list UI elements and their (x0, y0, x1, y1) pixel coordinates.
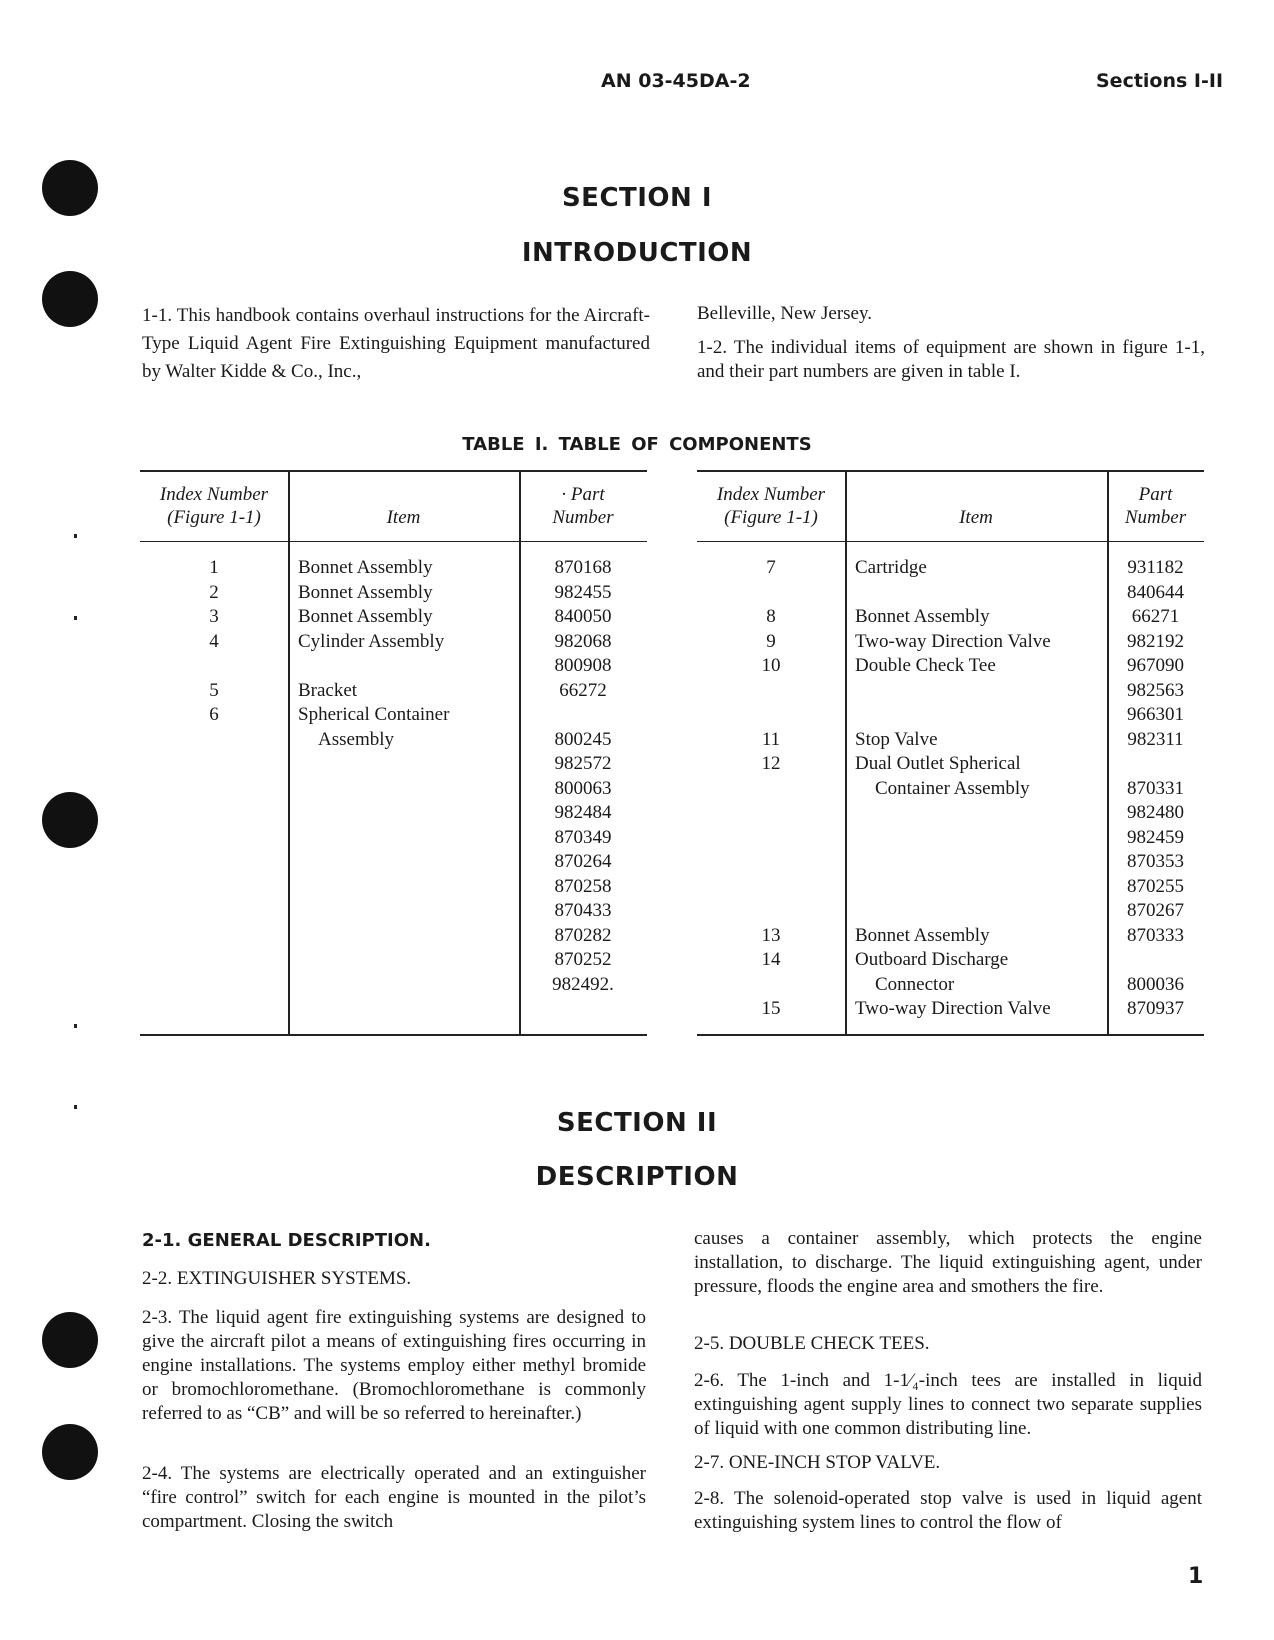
part-number: 870264 (554, 851, 612, 872)
part-number: 982455 (554, 581, 612, 603)
components-table-right (697, 470, 1204, 1036)
part-number: 982068 (554, 630, 612, 652)
section-2-title: DESCRIPTION (535, 1162, 739, 1192)
header-index-number: Index Number (Figure 1-1) (159, 484, 269, 528)
item-name: Stop Valve (855, 728, 938, 750)
item-name: Bonnet Assembly (855, 606, 990, 627)
item-name: Bracket (298, 679, 358, 701)
part-number: 870258 (554, 875, 612, 897)
item-name: Two-way Direction Valve (855, 998, 1051, 1019)
part-number: 982572 (554, 753, 612, 774)
header-index-number: Index Number (Figure 1-1) (716, 484, 826, 528)
sections-label: Sections I-II (1096, 70, 1224, 92)
item-name-continued: Container Assembly (875, 777, 1030, 799)
part-number: 870255 (1127, 875, 1184, 897)
section-1-number: SECTION I (561, 183, 713, 213)
heading-stop-valve: 2-7. ONE-INCH STOP VALVE. (694, 1452, 941, 1473)
binder-hole-bottom (42, 1424, 98, 1480)
part-number: 840050 (554, 606, 612, 627)
binder-hole-upper (42, 271, 98, 327)
item-name: Dual Outlet Spherical (855, 753, 1021, 774)
section-1-title: INTRODUCTION (521, 238, 753, 268)
part-number: 870353 (1127, 851, 1184, 872)
part-number: 982192 (1127, 630, 1184, 652)
paragraph-1-1: 1-1. This handbook contains overhaul instructions for the Aircraft-Type Liquid Agent Fire Extinguishing Equipment manufactured by Walter Kidde & Co., Inc., (142, 305, 650, 382)
margin-mark (74, 616, 77, 620)
heading-general-description: 2-1. GENERAL DESCRIPTION. (142, 1230, 431, 1251)
item-name: Bonnet Assembly (855, 924, 990, 946)
heading-extinguisher-systems: 2-2. EXTINGUISHER SYSTEMS. (142, 1268, 412, 1289)
heading-double-check-tees: 2-5. DOUBLE CHECK TEES. (694, 1333, 930, 1354)
column-divider (845, 472, 847, 1034)
part-number: 800036 (1127, 973, 1184, 995)
item-name: Bonnet Assembly (298, 581, 433, 603)
index-number: 1 (209, 557, 219, 578)
margin-mark (74, 1024, 77, 1028)
table-title: TABLE I. TABLE OF COMPONENTS (462, 434, 812, 455)
part-number: 870331 (1127, 777, 1184, 799)
index-number: 14 (761, 949, 781, 970)
index-number: 6 (209, 704, 219, 725)
index-number: 2 (209, 581, 219, 603)
part-number: 982563 (1127, 679, 1184, 701)
part-number: 870267 (1127, 900, 1184, 921)
components-table-left (140, 470, 647, 1036)
page-number: 1 (1188, 1564, 1204, 1589)
index-number: 13 (761, 924, 781, 946)
paragraph-2-3: 2-3. The liquid agent fire extinguishing systems are designed to give the aircraft pilot a means of extinguishing fires occurring in engine installations. The systems employ either methyl bromide or bromochloromethane. (Bromochloromethane is commonly referred to as “CB” and will be so referred to hereinafter.) (142, 1307, 646, 1424)
part-number: 800063 (554, 777, 612, 799)
index-number: 15 (761, 998, 781, 1019)
index-number: 7 (766, 557, 776, 578)
index-number: 8 (766, 606, 776, 627)
part-number: 870433 (554, 900, 612, 921)
part-number: 982480 (1127, 802, 1184, 823)
part-number: 982484 (554, 802, 612, 823)
paragraph-1-2: 1-2. The individual items of equipment are shown in figure 1-1, and their part numbers are given in table I. (697, 337, 1205, 382)
part-number: 982492. (552, 973, 614, 995)
index-number: 9 (766, 630, 776, 652)
part-number: 800245 (554, 728, 612, 750)
part-number: 967090 (1127, 655, 1184, 676)
paragraph-2-6: 2-6. The 1-inch and 1-1⁄₄-inch tees are installed in liquid extinguishing agent supply lines to connect two separate supplies of liquid with one common distributing line. (694, 1370, 1202, 1439)
part-number: 870349 (554, 826, 612, 848)
index-number: 4 (209, 630, 219, 652)
paragraph-1-1-continued: Belleville, New Jersey. (697, 303, 872, 324)
index-number: 3 (209, 606, 219, 627)
index-number: 11 (761, 728, 781, 750)
item-name: Outboard Discharge (855, 949, 1009, 970)
column-divider (288, 472, 290, 1034)
part-number: 870282 (554, 924, 612, 946)
item-name: Bonnet Assembly (298, 606, 433, 627)
item-name: Spherical Container (298, 704, 450, 725)
margin-mark (74, 534, 77, 538)
item-name: Two-way Direction Valve (855, 630, 1051, 652)
binder-hole-lower (42, 1312, 98, 1368)
paragraph-2-8: 2-8. The solenoid-operated stop valve is used in liquid agent extinguishing system lines to control the flow of (694, 1488, 1202, 1533)
part-number: 870333 (1127, 924, 1184, 946)
part-number: 800908 (554, 655, 612, 676)
document-number: AN 03-45DA-2 (601, 70, 751, 92)
item-name: Double Check Tee (855, 655, 996, 676)
index-number: 10 (761, 655, 781, 676)
header-item: Item (959, 507, 993, 528)
paragraph-2-4-continued: causes a container assembly, which protects the engine installation, to discharge. The liquid extinguishing agent, under pressure, floods the engine area and smothers the fire. (694, 1228, 1202, 1297)
paragraph-2-4: 2-4. The systems are electrically operated and an extinguisher “fire control” switch for each engine is mounted in the pilot’s compartment. Closing the switch (142, 1463, 646, 1532)
part-number: 931182 (1127, 557, 1184, 578)
item-name-continued: Connector (875, 973, 955, 995)
section-2-number: SECTION II (556, 1108, 718, 1138)
header-part-number: Part Number (1124, 484, 1187, 528)
index-number: 12 (761, 753, 781, 774)
item-name: Cartridge (855, 557, 927, 578)
part-number: 66272 (559, 679, 607, 701)
part-number: 966301 (1127, 704, 1184, 725)
header-part-number: · Part Number (552, 484, 614, 528)
item-name-continued: Assembly (318, 728, 394, 750)
part-number: 982311 (1127, 728, 1184, 750)
part-number: 870937 (1127, 998, 1184, 1019)
part-number: 982459 (1127, 826, 1184, 848)
part-number: 66271 (1131, 606, 1180, 627)
part-number: 870252 (554, 949, 612, 970)
part-number: 840644 (1127, 581, 1184, 603)
header-item: Item (386, 507, 421, 528)
item-name: Bonnet Assembly (298, 557, 433, 578)
part-number: 870168 (554, 557, 612, 578)
binder-hole-middle (42, 792, 98, 848)
item-name: Cylinder Assembly (298, 630, 445, 652)
index-number: 5 (209, 679, 219, 701)
